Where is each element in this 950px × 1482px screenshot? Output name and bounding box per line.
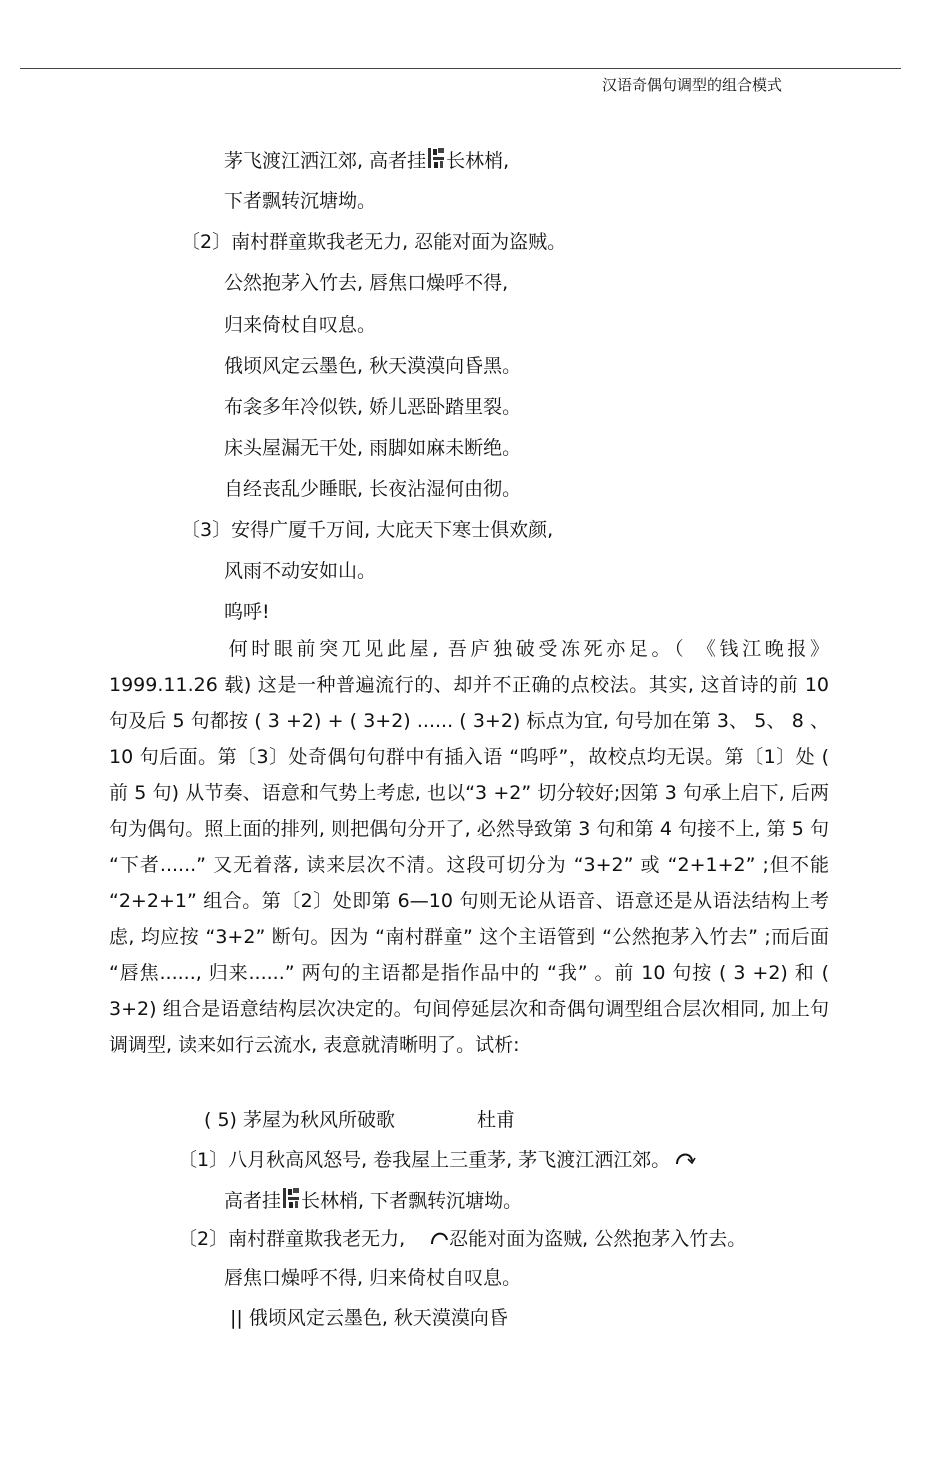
analysis-line-5: || 俄顷风定云墨色, 秋天漠漠向昏 — [230, 1307, 508, 1329]
rising-tone-arc-icon — [674, 1149, 696, 1167]
poem-line-4: 公然抱茅入竹去, 唇焦口燥呼不得, — [224, 272, 509, 294]
commentary-text: 何时眼前突兀见此屋, 吾庐独破受冻死亦足。（ 《钱江晚报》 1999.11.26 载) 这是一种普遍流行的、却并不正确的点校法。其实, 这首诗的前 10 句及后 5 句都按 ( 3 +2) + ( 3+2) ...... ( 3+2) 标点为宜, 句号加在第 3、 5、 8 、 10 句后面。第〔3〕处奇偶句句群中有插入语 “呜呼”，故校点均无误。第〔1〕处 ( 前 5 句) 从节奏、语意和气势上考虑, 也以“3 +2” 切分较好;因第 3 句承上启下, 后两句为偶句。照上面的排列, 则把偶句分开了, 必然导致第 3 句和第 4 句接不上, 第 5 句 “下者......” 又无着落, 读来层次不清。这段可切分为 “3+2” 或 “2+1+2” ;但不能 “2+2+1” 组合。第〔2〕处即第 6—10 句则无论从语音、语意还是从语法结构上考虑, 均应按 “3+2” 断句。因为 “南村群童” 这个主语管到 “公然抱茅入竹去” ;而后面 “唇焦......, 归来......” 两句的主语都是指作品中的 “我” 。前 10 句按 ( 3 +2) 和 ( 3+2) 组合是语意结构层次决定的。句间停延层次和奇偶句调型组合层次相同, 加上句调调型, 读来如行云流水, 表意就清晰明了。试析: — [109, 638, 829, 1056]
analysis-line-2-end: 长林梢, 下者飘转沉塘坳。 — [301, 1190, 523, 1212]
poem-line-7: 布衾多年冷似铁, 娇儿恶卧踏里裂。 — [224, 396, 522, 418]
illegible-character-icon — [426, 147, 446, 169]
poem-line-1-start: 茅飞渡江洒江郊, 高者挂 — [224, 150, 427, 172]
analysis-line-3-start: 〔2〕南村群童欺我老无力, — [178, 1228, 406, 1250]
commentary-paragraph — [109, 631, 829, 1063]
example-heading — [204, 1107, 515, 1133]
poem-line-11: 风雨不动安如山。 — [224, 560, 377, 582]
analysis-line-3 — [178, 1226, 746, 1252]
analysis-line-1-text: 〔1〕八月秋高风怒号, 卷我屋上三重茅, 茅飞渡江洒江郊。 — [178, 1149, 671, 1171]
poem-line-6: 俄顷风定云墨色, 秋天漠漠向昏黑。 — [224, 355, 522, 377]
example-label: ( 5) 茅屋为秋风所破歌 — [204, 1109, 395, 1131]
poem-section-3-line-1: 〔3〕安得广厦千万间, 大庇天下寒士俱欢颜, — [181, 519, 554, 541]
poem-line-1 — [224, 147, 509, 174]
poem-line-8: 床头屋漏无干处, 雨脚如麻未断绝。 — [224, 437, 522, 459]
analysis-line-3-end: 忍能对面为盗贼, 公然抱茅入竹去。 — [449, 1228, 747, 1250]
poem-section-2-line-1: 〔2〕南村群童欺我老无力, 忍能对面为盗贼。 — [181, 231, 567, 253]
poem-line-12: 呜呼! — [224, 601, 270, 623]
poem-line-9: 自经丧乱少睡眠, 长夜沾湿何由彻。 — [224, 478, 522, 500]
poem-line-1-end: 长林梢, — [446, 150, 510, 172]
analysis-line-2 — [224, 1187, 522, 1214]
header-rule — [20, 68, 901, 69]
running-header-title: 汉语奇偶句调型的组合模式 — [602, 76, 783, 94]
illegible-character-icon — [281, 1187, 301, 1209]
analysis-line-2-start: 高者挂 — [224, 1190, 282, 1212]
rising-tone-arc-icon — [429, 1228, 449, 1246]
analysis-line-4: 唇焦口燥呼不得, 归来倚杖自叹息。 — [224, 1267, 522, 1289]
example-author: 杜甫 — [477, 1109, 516, 1131]
poem-line-5: 归来倚杖自叹息。 — [224, 314, 377, 336]
analysis-line-1 — [178, 1147, 696, 1173]
poem-line-2: 下者飘转沉塘坳。 — [224, 190, 377, 212]
